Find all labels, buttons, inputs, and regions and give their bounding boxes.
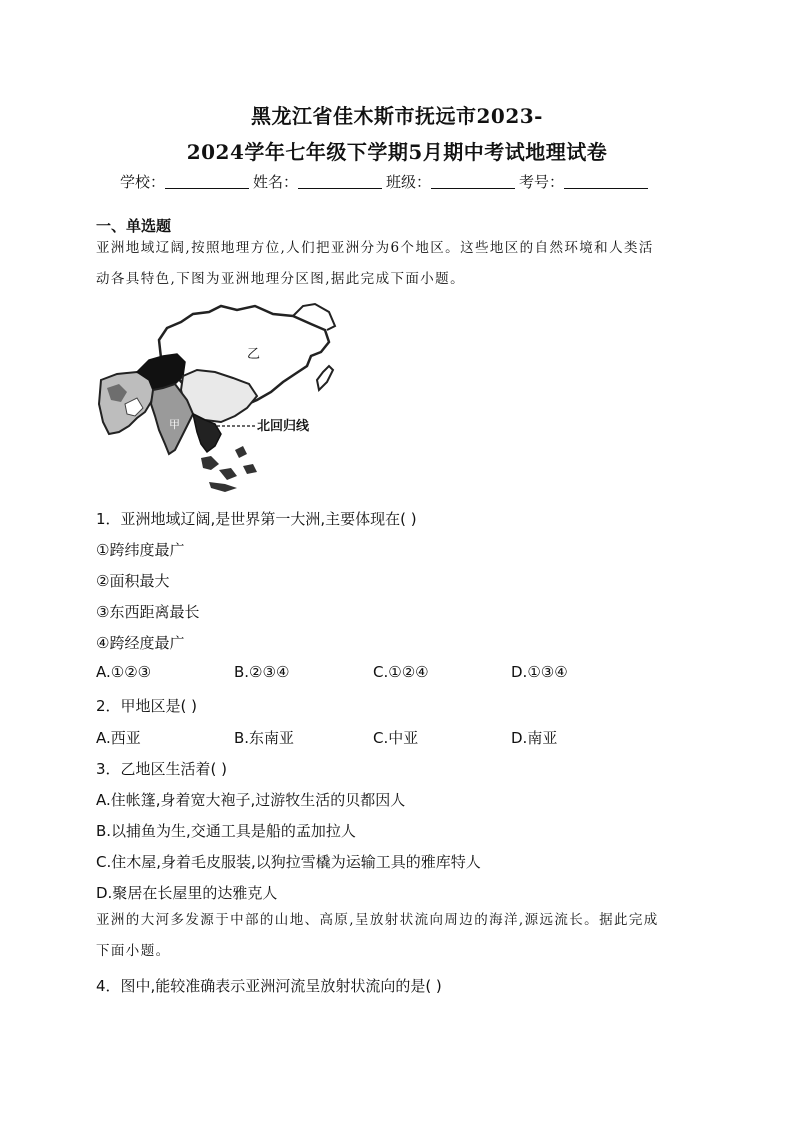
tropic-of-cancer-label: 北回归线 [257,419,310,434]
question-1-statement-2: ②面积最大 [96,572,170,590]
question-3-option-a[interactable]: A.住帐篷,身着宽大袍子,过游牧生活的贝都因人 [96,791,406,809]
question-1-statement-4: ④跨经度最广 [96,634,185,652]
question-3-option-d[interactable]: D.聚居在长屋里的达雅克人 [96,884,278,902]
question-3-stem: 3．乙地区生活着( ) [96,760,228,778]
class-label: 班级： [386,173,432,191]
school-label: 学校： [120,173,166,191]
question-1-option-b[interactable]: B.②③④ [234,663,290,681]
question-4-stem: 4．图中,能较准确表示亚洲河流呈放射状流向的是( ) [96,977,442,995]
question-2-option-d[interactable]: D.南亚 [511,729,558,747]
name-label: 姓名： [253,173,299,191]
intro-paragraph-1 [96,233,706,295]
question-3-option-b[interactable]: B.以捕鱼为生,交通工具是船的孟加拉人 [96,822,356,840]
name-blank[interactable] [298,174,382,189]
question-1-option-a[interactable]: A.①②③ [96,663,152,681]
question-2-option-a[interactable]: A.西亚 [96,729,141,747]
region-label-jia: 甲 [169,418,180,431]
exam-no-blank[interactable] [564,174,648,189]
section-title: 一、单选题 [96,217,172,235]
question-3-option-c[interactable]: C.住木屋,身着毛皮服装,以狗拉雪橇为运输工具的雅库特人 [96,853,481,871]
region-label-yi: 乙 [247,347,261,362]
school-blank[interactable] [165,174,249,189]
question-1-option-c[interactable]: C.①②④ [373,663,429,681]
student-info-row [120,171,652,192]
intro-paragraph-2 [96,905,706,967]
question-2-option-c[interactable]: C.中亚 [373,729,419,747]
question-2-stem: 2．甲地区是( ) [96,697,198,715]
question-2-option-b[interactable]: B.东南亚 [234,729,295,747]
intro2-line1: 亚洲的大河多发源于中部的山地、高原,呈放射状流向周边的海洋,源远流长。据此完成 [96,912,659,928]
class-blank[interactable] [431,174,515,189]
intro1-line2: 动各具特色,下图为亚洲地理分区图,据此完成下面小题。 [96,271,465,287]
question-1-statement-3: ③东西距离最长 [96,603,200,621]
exam-title-line1: 黑龙江省佳木斯市抚远市2023- [251,104,543,128]
question-1-stem: 1．亚洲地域辽阔,是世界第一大洲,主要体现在( ) [96,510,417,528]
asia-region-map [97,300,337,496]
exam-no-label: 考号： [519,173,565,191]
intro1-line1: 亚洲地域辽阔,按照地理方位,人们把亚洲分为6个地区。这些地区的自然环境和人类活 [96,240,654,256]
question-1-statement-1: ①跨纬度最广 [96,541,185,559]
intro2-line2: 下面小题。 [96,943,171,959]
question-1-option-d[interactable]: D.①③④ [511,663,568,681]
exam-title-line2: 2024学年七年级下学期5月期中考试地理试卷 [186,140,608,164]
